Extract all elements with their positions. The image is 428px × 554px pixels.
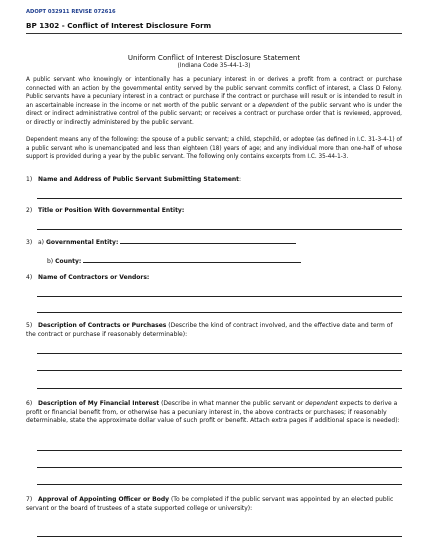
item-3b-label: County: — [55, 258, 82, 265]
item-2-line-1[interactable] — [37, 229, 402, 230]
statement-subtitle: (Indiana Code 35-44-1-3) — [177, 63, 251, 69]
item-6-italic: dependent — [305, 400, 338, 407]
item-2-label: Title or Position With Governmental Entity: — [38, 207, 185, 214]
item-3a-label: Governmental Entity: — [45, 239, 119, 246]
item-6-description-b: expects to derive a profit or financial benefit from, or otherwise has a pecuniary interest in, the above contracts or purchases; if reasonably determinable, state the approximate dollar value of such profit or benefit. Attach extra pages if additional space is needed): — [26, 400, 400, 425]
item-1-line-1[interactable] — [37, 198, 402, 199]
item-7-label: Approval of Appointing Officer or Body — [38, 496, 170, 503]
intro-p1-italic: dependent — [257, 102, 289, 109]
item-3b-line[interactable] — [83, 256, 301, 263]
item-6-number: 6) — [26, 400, 33, 407]
item-1-colon: : — [239, 176, 242, 183]
item-3-number: 3) — [26, 239, 33, 246]
item-6-line-1[interactable] — [37, 450, 402, 451]
item-3b — [26, 256, 402, 267]
item-3a — [26, 237, 402, 248]
intro-p1-text-b: of the public servant who is under the direct or indirect administrative control of the public servant; or receives a contract or purchase order that is reviewed, approved, or directly or indirectly administered by the public servant. — [26, 102, 402, 126]
item-4-number: 4) — [26, 274, 33, 281]
item-4-line-2[interactable] — [37, 312, 402, 313]
item-7-line-1[interactable] — [37, 536, 402, 537]
item-4 — [26, 274, 402, 283]
item-2-number: 2) — [26, 207, 33, 214]
item-4-label: Name of Contractors or Vendors: — [38, 274, 150, 281]
intro-paragraph-1 — [26, 76, 402, 127]
item-1-number: 1) — [26, 176, 33, 183]
header-divider — [26, 33, 402, 34]
intro-p1-text-a: A public servant who knowingly or intentionally has a pecuniary interest in or derives a profit from a contract or purchase connected with an action by the governmental entity served by the public servant commits conflict of interest, a Class D Felony. Public servants have a pecuniary interest in a contract or purchase if the contract or purchase will result or is intended to result in an ascertainable increase in the income or net worth of the public servant or a — [26, 77, 402, 109]
intro-paragraph-2: Dependent means any of the following: the spouse of a public servant; a child, stepchild, or adoptee (as defined in I.C. 31-3-4-1) of a public servant who is unemancipated and less than eighteen (18) years of age; and any individual more than one-half of whose support is provided during a year by the public servant. The following only contains excerpts from I.C. 35-44-1-3. — [26, 137, 402, 161]
item-5 — [26, 322, 402, 339]
item-4-line-1[interactable] — [37, 296, 402, 297]
item-6-line-2[interactable] — [37, 467, 402, 468]
item-6-line-3[interactable] — [37, 484, 402, 485]
item-5-description: (Describe the kind of contract involved, and the effective date and term of the contract or purchase if reasonably determinable): — [26, 322, 393, 338]
item-2 — [26, 207, 402, 216]
item-1 — [26, 176, 402, 185]
adopt-revise-code: ADOPT 032911 REVISE 072616 — [26, 9, 116, 15]
item-7-description: (To be completed if the public servant was appointed by an elected public servant or the board of trustees of a state supported college or university): — [26, 496, 394, 512]
item-3b-prefix: b) — [47, 258, 54, 265]
item-7-number: 7) — [26, 496, 33, 503]
item-5-label: Description of Contracts or Purchases — [38, 322, 167, 329]
item-5-line-2[interactable] — [37, 370, 402, 371]
item-6 — [26, 400, 402, 426]
form-title: BP 1302 - Conflict of Interest Disclosure Form — [26, 21, 212, 30]
item-3a-line[interactable] — [120, 237, 296, 244]
item-7 — [26, 496, 402, 513]
statement-title: Uniform Conflict of Interest Disclosure Statement — [127, 54, 301, 62]
item-6-label: Description of My Financial Interest — [38, 400, 160, 407]
item-1-label: Name and Address of Public Servant Submitting Statement — [38, 176, 240, 183]
item-3a-prefix: a) — [38, 239, 45, 246]
item-5-line-1[interactable] — [37, 353, 402, 354]
item-5-line-3[interactable] — [37, 388, 402, 389]
item-6-description-a: (Describe in what manner the public servant or — [159, 400, 306, 407]
item-5-number: 5) — [26, 322, 33, 329]
